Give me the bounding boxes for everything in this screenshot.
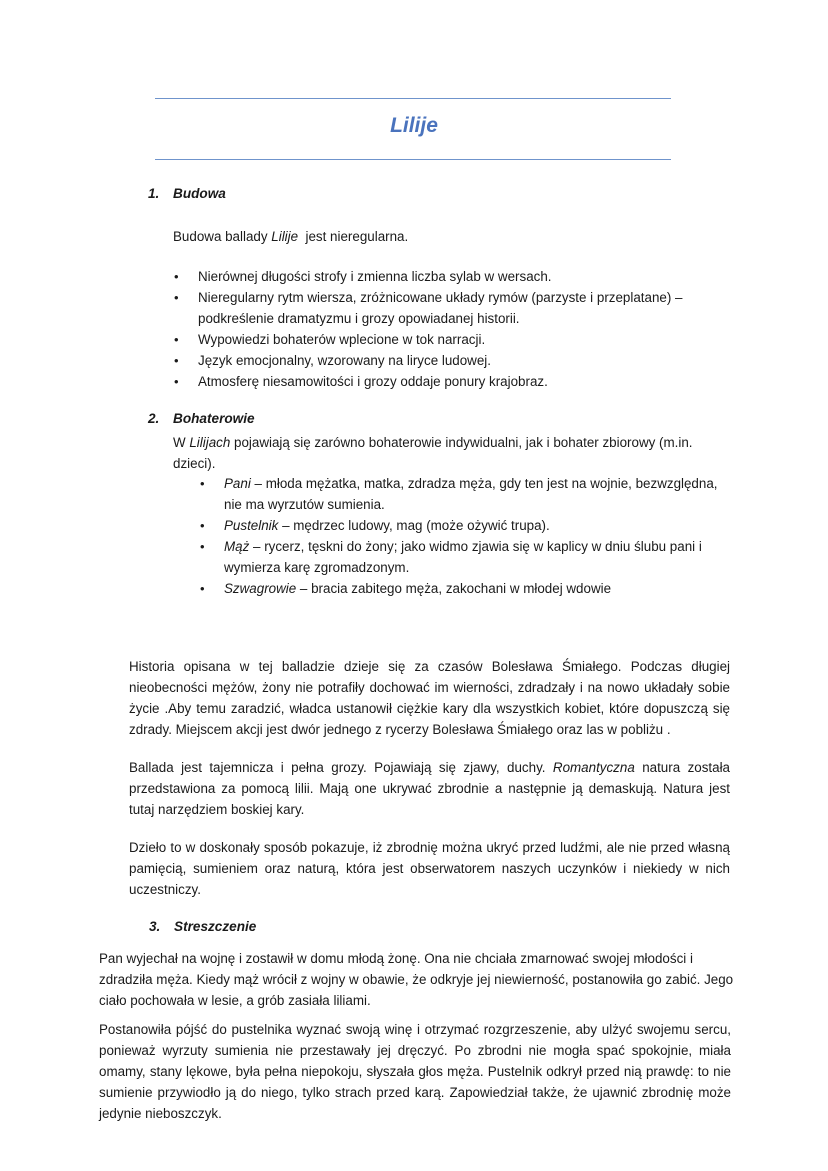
title-rule-top	[155, 98, 671, 99]
bohaterowie-intro	[173, 432, 718, 474]
character-item	[198, 578, 733, 599]
list-item: • Atmosferę niesamowitości i grozy oddaje ponury krajobraz.	[172, 371, 712, 392]
italic-title: Lilije	[271, 229, 299, 244]
list-item: • Język emocjonalny, wzorowany na liryce ludowej.	[172, 350, 712, 371]
paragraph-ballada	[129, 757, 730, 820]
character-item	[198, 536, 733, 578]
character-desc: – młoda mężatka, matka, zdradza męża, gdy ten jest na wojnie, bezwzględna, nie ma wyrzutów sumienia.	[224, 476, 718, 512]
list-item: • Nieregularny rytm wiersza, zróżnicowane układy rymów (parzyste i przeplatane) – podkreślenie dramatyzmu i grozy opowiadanej historii.	[172, 287, 712, 329]
italic-word: Romantyczna	[552, 760, 635, 775]
character-item	[198, 473, 733, 515]
text: pojawiają się zarówno bohaterowie indywidualni, jak i bohater zbiorowy (m.in. dzieci).	[173, 435, 693, 471]
character-name: Pustelnik	[224, 518, 279, 533]
title-rule-bottom	[155, 159, 671, 160]
text: Budowa ballady	[173, 229, 272, 244]
section-heading-bohaterowie	[148, 411, 255, 426]
text: Ballada jest tajemnicza i pełna grozy. Pojawiają się zjawy, duchy.	[129, 760, 553, 775]
paragraph-historia: Historia opisana w tej balladzie dzieje się za czasów Bolesława Śmiałego. Podczas długiej nieobecności mężów, żony nie potrafiły dochować im wierności, zdradzały i na nowo układały sobie życie .Aby temu zaradzić, władca ustanowił ciężkie kary dla wszystkich kobiet, które dopuszczą się zdrady. Miejscem akcji jest dwór jednego z rycerzy Bolesława Śmiałego oraz las w pobliżu .	[129, 659, 730, 737]
character-desc: – bracia zabitego męża, zakochani w młodej wdowie	[296, 581, 612, 596]
characters-list	[198, 473, 733, 599]
document-title: Lilije	[390, 114, 438, 137]
character-item	[198, 515, 733, 536]
character-name: Pani	[224, 476, 251, 491]
character-name: Mąż	[224, 539, 250, 554]
section-number: 1.	[148, 186, 160, 201]
list-item: • Wypowiedzi bohaterów wplecione w tok narracji.	[172, 329, 712, 350]
character-name: Szwagrowie	[224, 581, 297, 596]
summary-paragraph-1: Pan wyjechał na wojnę i zostawił w domu młodą żonę. Ona nie chciała zmarnować swojej młodości i zdradziła męża. Kiedy mąż wrócił z wojny w obawie, że odkryje jej niewierność, postanowiła go zabić. Jego ciało pochowała w lesie, a grób zasiała liliami.	[99, 951, 734, 1008]
section-title: Bohaterowie	[173, 411, 255, 426]
budowa-bullet-list	[172, 266, 712, 392]
section-heading-streszczenie	[149, 919, 256, 934]
section-number: 2.	[148, 411, 160, 426]
budowa-intro	[173, 226, 408, 247]
section-title: Budowa	[173, 186, 226, 201]
paragraph-dzielo: Dzieło to w doskonały sposób pokazuje, iż zbrodnię można ukryć przed ludźmi, ale nie przed własną pamięcią, sumieniem oraz naturą, która jest obserwatorem naszych uczynków i niekiedy w nich uczestniczy.	[129, 840, 730, 897]
italic-title: Lilijach	[189, 435, 231, 450]
section-heading-budowa	[148, 186, 226, 201]
summary-paragraph-2: Postanowiła pójść do pustelnika wyznać swoją winę i otrzymać rozgrzeszenie, aby ulżyć swojemu sercu, ponieważ wyrzuty sumienia nie przestawały jej dręczyć. Po zbrodni nie mogła spać spokojnie, miała omamy, stany lękowe, była pełna niepokoju, słyszała głos męża. Pustelnik odkrył przed nią prawdę: to nie sumienie przywiodło ją do niego, tylko strach przed karą. Zapowiedział także, że ujawnić zbrodnię może jedynie nieboszczyk.	[99, 1022, 731, 1121]
section-title: Streszczenie	[174, 919, 257, 934]
text: natura została przedstawiona za pomocą lilii. Mają one ukrywać zbrodnie a następnie ją demaskują. Natura jest tutaj narzędziem boskiej kary.	[129, 760, 730, 817]
text: W	[173, 435, 190, 450]
character-desc: – rycerz, tęskni do żony; jako widmo zjawia się w kaplicy w dniu ślubu pani i wymierza karę zgromadzonym.	[224, 539, 702, 575]
character-desc: – mędrzec ludowy, mag (może ożywić trupa).	[278, 518, 550, 533]
text: jest nieregularna.	[298, 229, 409, 244]
list-item: • Nierównej długości strofy i zmienna liczba sylab w wersach.	[172, 266, 712, 287]
section-number: 3.	[149, 919, 161, 934]
